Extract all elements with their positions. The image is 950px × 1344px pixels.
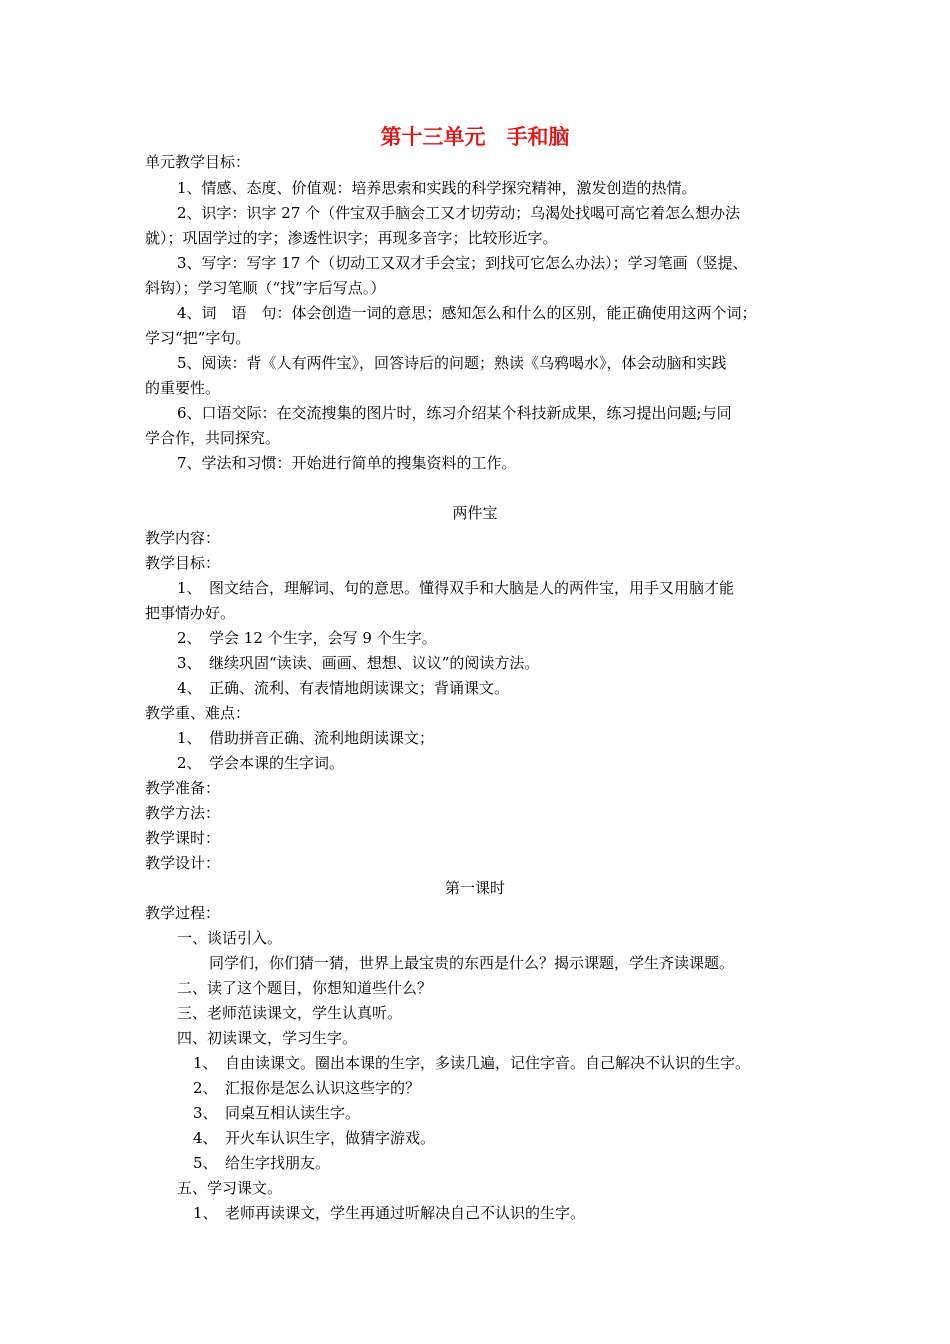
step-heading: 五、学习课文。 <box>177 1179 283 1197</box>
method-label: 教学方法： <box>145 804 221 822</box>
substep-item: 1、 自由读课文。圈出本课的生字，多读几遍，记住字音。自己解决不认识的生字。 <box>193 1054 751 1072</box>
preparation-label: 教学准备： <box>145 779 221 797</box>
objective-item-cont: 把事情办好。 <box>145 604 236 622</box>
unit-title: 第十三单元 手和脑 <box>380 124 570 149</box>
goals-label: 单元教学目标： <box>145 153 251 171</box>
goal-item: 7、学法和习惯：开始进行简单的搜集资料的工作。 <box>177 454 517 472</box>
objective-item: 4、 正确、流利、有表情地朗读课文；背诵课文。 <box>177 679 510 697</box>
step-heading: 二、读了这个题目，你想知道些什么？ <box>177 979 433 997</box>
step-text: 同学们，你们猜一猜，世界上最宝贵的东西是什么？揭示课题，学生齐读课题。 <box>209 954 735 972</box>
process-label: 教学过程： <box>145 904 221 922</box>
substep-item: 2、 汇报你是怎么认识这些字的？ <box>193 1079 421 1097</box>
objective-item: 3、 继续巩固“读读、画画、想想、议议”的阅读方法。 <box>177 654 540 672</box>
substep-item: 3、 同桌互相认读生字。 <box>193 1104 361 1122</box>
content-label: 教学内容： <box>145 529 221 547</box>
key-points-label: 教学重、难点： <box>145 704 251 722</box>
goal-item: 6、口语交际：在交流搜集的图片时，练习介绍某个科技新成果，练习提出问题;与同 <box>177 404 732 422</box>
hours-label: 教学课时： <box>145 829 221 847</box>
key-point-item: 2、 学会本课的生字词。 <box>177 754 345 772</box>
goal-item-cont: 学合作，共同探究。 <box>145 429 281 447</box>
key-point-item: 1、 借助拼音正确、流利地朗读课文； <box>177 729 435 747</box>
objective-item: 2、 学会 12 个生字，会写 9 个生字。 <box>177 629 437 647</box>
goal-item-cont: 斜钩）；学习笔顺（“找”字后写点。） <box>145 279 386 297</box>
goal-item: 5、阅读：背《人有两件宝》，回答诗后的问题；熟读《乌鸦喝水》，体会动脑和实践 <box>177 354 727 372</box>
goal-item-cont: 学习“把”字句。 <box>145 329 251 347</box>
substep-item: 5、 给生字找朋友。 <box>193 1154 331 1172</box>
period-title: 第一课时 <box>444 879 505 897</box>
lesson-title: 两件宝 <box>452 504 498 522</box>
goal-item: 1、情感、态度、价值观：培养思索和实践的科学探究精神，激发创造的热情。 <box>177 179 697 197</box>
goal-item-cont: 就）；巩固学过的字；渗透性识字；再现多音字；比较形近字。 <box>145 229 558 247</box>
objective-item: 1、 图文结合，理解词、句的意思。懂得双手和大脑是人的两件宝，用手又用脑才能 <box>177 579 735 597</box>
goal-item-cont: 的重要性。 <box>145 379 221 397</box>
goal-item: 3、写字：写字 17 个（切动工又双才手会宝；到找可它怎么办法）；学习笔画（竖提、 <box>177 254 748 272</box>
objectives-label: 教学目标： <box>145 554 221 572</box>
substep-item: 4、 开火车认识生字，做猜字游戏。 <box>193 1129 436 1147</box>
goal-item: 4、词 语 句：体会创造一词的意思；感知怎么和什么的区别，能正确使用这两个词； <box>177 304 757 322</box>
step-heading: 三、老师范读课文，学生认真听。 <box>177 1004 403 1022</box>
goal-item: 2、识字：识字 27 个（件宝双手脑会工又才切劳动；乌渴处找喝可高它着怎么想办法 <box>177 204 741 222</box>
design-label: 教学设计： <box>145 854 221 872</box>
substep-item: 1、 老师再读课文，学生再通过听解决自己不认识的生字。 <box>193 1204 586 1222</box>
step-heading: 一、谈话引入。 <box>177 929 283 947</box>
step-heading: 四、初读课文，学习生字。 <box>177 1029 358 1047</box>
